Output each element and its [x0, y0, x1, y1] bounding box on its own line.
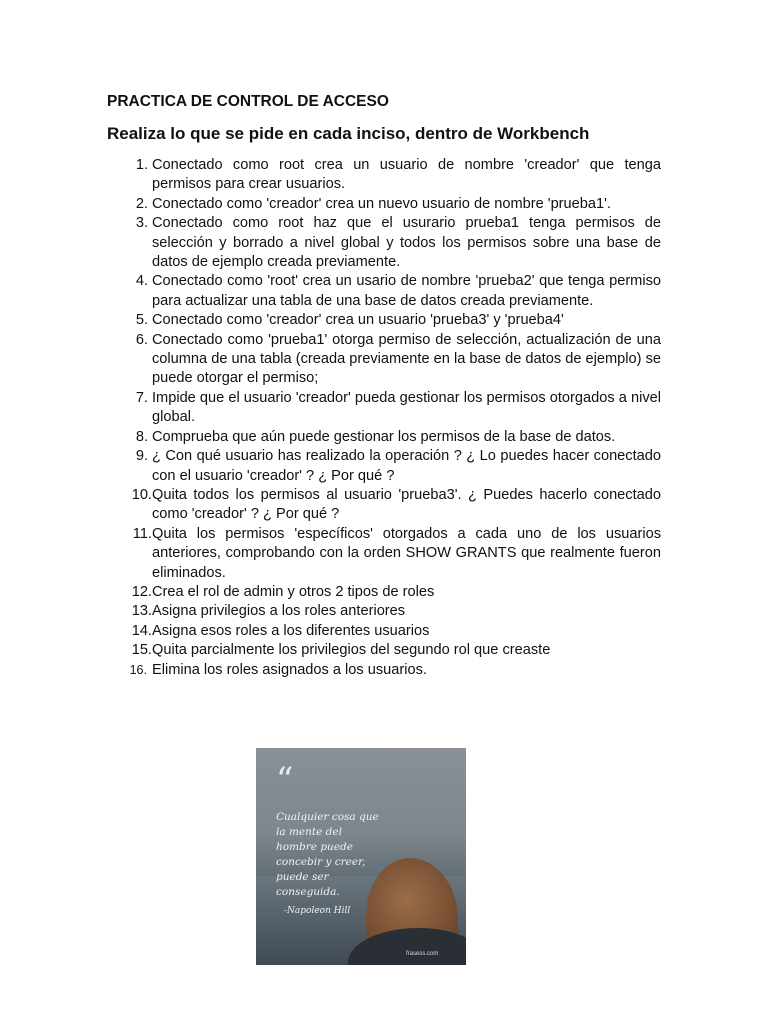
item-number: 11. — [132, 525, 152, 542]
quote-image — [256, 748, 466, 965]
item-number: 3. — [135, 215, 148, 232]
item-text: Conectado como root crea un usuario de nombre 'creador' que tenga permisos para crear usuarios. — [152, 157, 661, 193]
item-text: Crea el rol de admin y otros 2 tipos de roles — [152, 583, 435, 600]
list-item — [120, 525, 661, 583]
item-number: 10. — [131, 486, 152, 503]
item-text: Conectado como 'root' crea un usario de nombre 'prueba2' que tenga permiso para actualizar una tabla de una base de datos creada previamente. — [152, 273, 661, 309]
document-subtitle: Realiza lo que se pide en cada inciso, dentro de Workbench — [107, 124, 590, 143]
item-number: 1. — [135, 157, 148, 173]
item-text: Conectado como root haz que el usurario prueba1 tenga permisos de selección y borrado a nivel global y todos los permisos sobre una base de datos de ejemplo creada previamente. — [152, 215, 661, 271]
quote-mark-icon: “ — [276, 760, 294, 800]
task-list — [120, 156, 661, 680]
item-number: 6. — [135, 331, 148, 348]
quote-author: -Napoleon Hill — [284, 906, 351, 916]
item-number: 8. — [135, 428, 148, 445]
item-text: Asigna privilegios a los roles anteriores — [152, 603, 406, 620]
list-item — [120, 622, 661, 641]
list-item — [120, 389, 661, 428]
item-text: Quita los permisos 'específicos' otorgados a cada uno de los usuarios anteriores, comprobando con la orden SHOW GRANTS que realmente fueron eliminados. — [152, 525, 661, 581]
list-item — [120, 602, 661, 621]
list-item — [120, 195, 661, 214]
list-item — [120, 331, 661, 389]
item-number: 15. — [131, 642, 152, 659]
list-item — [120, 311, 661, 330]
item-text: ¿ Con qué usuario has realizado la operación ? ¿ Lo puedes hacer conectado con el usuario 'creador' ? ¿ Por qué ? — [152, 448, 661, 484]
item-number: 2. — [135, 195, 148, 212]
item-text: Conectado como 'prueba1' otorga permiso de selección, actualización de una columna de una tabla (creada previamente en la base de datos de ejemplo) se puede otorgar el permiso; — [152, 331, 661, 387]
list-item — [120, 583, 661, 602]
list-item — [120, 214, 661, 272]
item-text: Conectado como 'creador' crea un usuario 'prueba3' y 'prueba4' — [152, 312, 564, 329]
list-item — [120, 661, 661, 680]
item-number: 7. — [135, 389, 148, 406]
quote-credit: frasess.com — [406, 951, 439, 957]
list-item — [120, 428, 661, 447]
list-item — [120, 641, 661, 660]
item-number: 13. — [131, 603, 152, 620]
list-item — [120, 447, 661, 486]
item-text: Asigna esos roles a los diferentes usuarios — [152, 622, 430, 639]
list-item — [120, 272, 661, 311]
item-text: Impide que el usuario 'creador' pueda gestionar los permisos otorgados a nivel global. — [152, 389, 661, 426]
list-item — [120, 156, 661, 195]
item-text: Comprueba que aún puede gestionar los permisos de la base de datos. — [152, 428, 616, 445]
item-number: 5. — [135, 312, 148, 329]
document-title: PRACTICA DE CONTROL DE ACCESO — [107, 93, 389, 110]
item-number: 9. — [135, 448, 148, 465]
item-text: Conectado como 'creador' crea un nuevo usuario de nombre 'prueba1'. — [152, 195, 611, 212]
item-number: 4. — [135, 273, 148, 290]
item-number: 12. — [131, 583, 152, 600]
item-number: 16. — [129, 662, 147, 677]
item-text: Quita todos los permisos al usuario 'prueba3'. ¿ Puedes hacerlo conectado como 'creador' ? ¿ Por qué ? — [152, 486, 661, 523]
item-text: Quita parcialmente los privilegios del segundo rol que creaste — [152, 642, 551, 659]
quote-text: Cualquier cosa que la mente del hombre puede concebir y creer, puede ser conseguida. — [276, 811, 379, 898]
list-item — [120, 486, 661, 525]
item-number: 14. — [131, 622, 152, 639]
item-text: Elimina los roles asignados a los usuarios. — [152, 661, 427, 678]
